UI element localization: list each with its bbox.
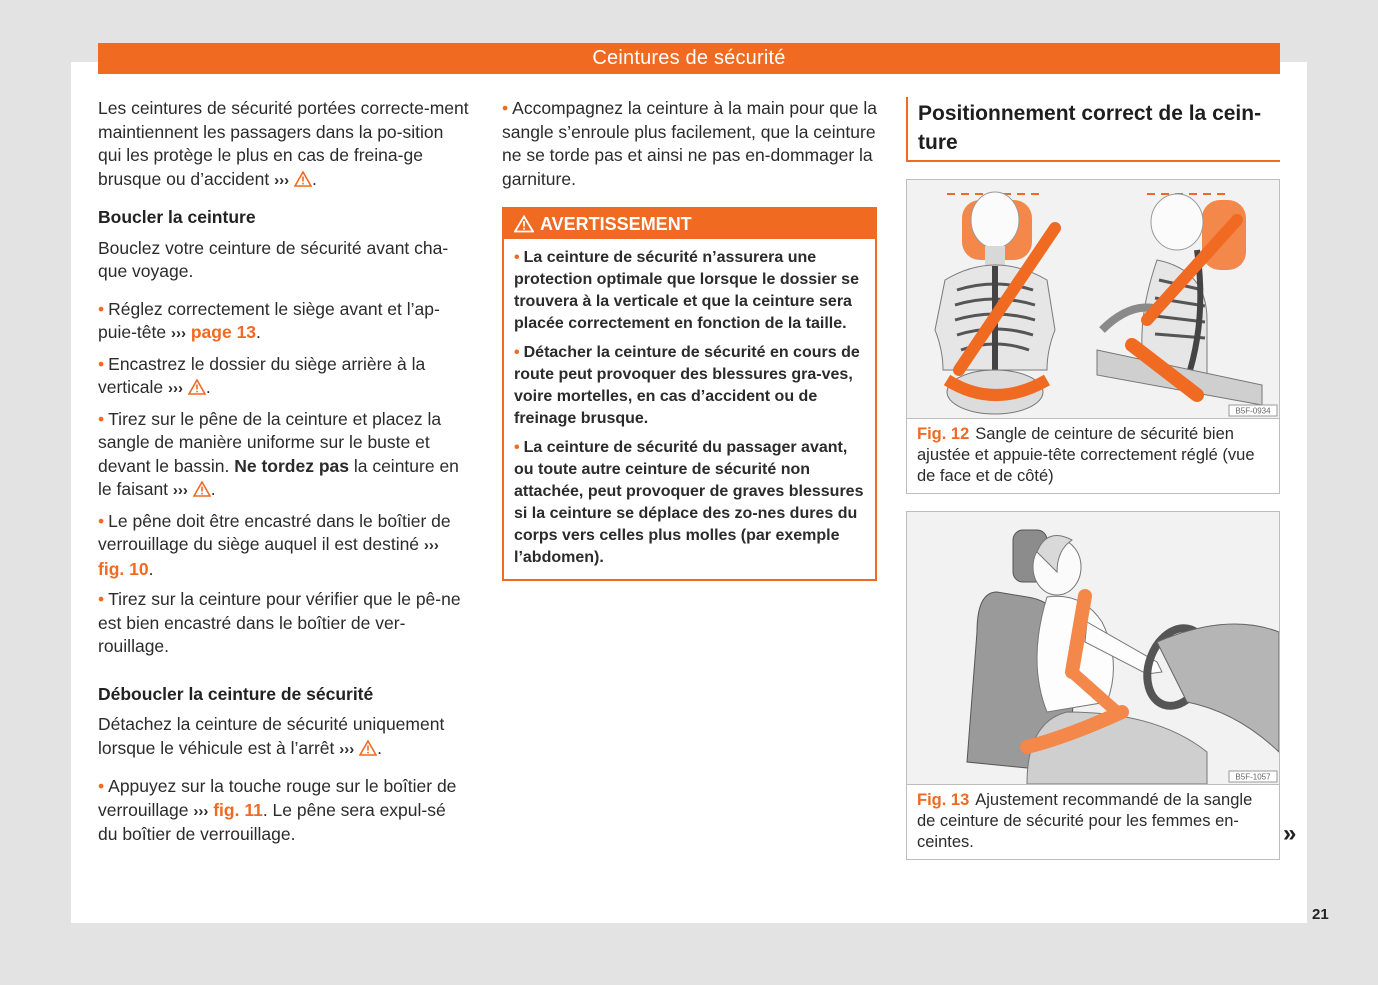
list-item: • Appuyez sur la touche rouge sur le boîtier de verrouillage ››› fig. 11. Le pêne sera expul-sé du boîtier de verrouillage. — [98, 776, 457, 844]
warning-triangle-icon — [193, 481, 211, 497]
figure-caption: Fig. 13 Ajustement recommandé de la sangle de ceinture de sécurité pour les femmes en-ceintes. — [917, 791, 1253, 851]
continue-marker: » — [1283, 820, 1297, 847]
warning-triangle-icon — [359, 740, 377, 756]
warning-item: • Détacher la ceinture de sécurité en cours de route peut provoquer des blessures gra-ves, voire mortelles, en cas d’accident ou de freinage brusque. — [514, 344, 860, 427]
figure-12 — [906, 179, 1280, 494]
list-item: • Le pêne doit être encastré dans le boîtier de verrouillage du siège auquel il est destiné ››› fig. 10. — [98, 510, 451, 579]
warning-item: • La ceinture de sécurité du passager avant, ou toute autre ceinture de sécurité non attachée, peut provoquer de graves blessures si la ceinture se déplace des zo-nes dures du corps vers celles plus molles (par exemple l’abdomen). — [514, 439, 864, 566]
figure-13 — [906, 511, 1280, 860]
warning-triangle-icon — [294, 171, 312, 187]
column-right — [906, 97, 1281, 860]
intro-paragraph: Les ceintures de sécurité portées correcte-ment maintiennent les passagers dans la po-sition qui les protège le plus en cas de freina-ge brusque ou d’accident ››› . — [98, 98, 469, 189]
warning-box — [502, 207, 877, 581]
figure-caption: Fig. 12 Sangle de ceinture de sécurité bien ajustée et appuie-tête correctement réglé (vue de face et de côté) — [917, 425, 1255, 485]
fig-link[interactable]: fig. 10 — [98, 558, 149, 579]
list-item: • Tirez sur le pêne de la ceinture et placez la sangle de manière uniforme sur le buste et devant le bassin. Ne tordez pas la ceinture en le faisant ››› . — [98, 408, 459, 499]
list-item: • Accompagnez la ceinture à la main pour que la sangle s’enroule plus facilement, que la ceinture ne se torde pas et ainsi ne pas en-dommager la garniture. — [502, 98, 877, 189]
boucler-text: Bouclez votre ceinture de sécurité avant cha-que voyage. — [98, 237, 449, 281]
section-header: Ceintures de sécurité — [98, 43, 1280, 74]
page-number: 21 — [1312, 906, 1329, 923]
page-link[interactable]: page 13 — [190, 322, 257, 342]
warning-header: AVERTISSEMENT — [504, 209, 875, 239]
warning-triangle-icon — [188, 379, 206, 395]
list-item: • Réglez correctement le siège avant et l’ap-puie-tête ››› page 13. — [98, 298, 440, 342]
warning-item: • La ceinture de sécurité n’assurera une protection optimale que lorsque le dossier se trouvera à la verticale et que la ceinture sera placée correctement en fonction de la taille. — [514, 249, 859, 332]
pregnant-driver-illustration — [907, 512, 1279, 785]
figure-code: B5F-0934 — [1235, 406, 1271, 416]
fig-link[interactable]: fig. 11 — [213, 799, 263, 820]
column-left — [98, 97, 470, 847]
column-middle — [502, 97, 877, 581]
list-item: • Encastrez le dossier du siège arrière à la verticale ››› . — [98, 353, 426, 397]
warning-triangle-icon — [514, 215, 534, 233]
list-item: • Tirez sur la ceinture pour vérifier que le pê-ne est bien encastré dans le boîtier de ver-rouillage. — [98, 589, 461, 656]
figure-code: B5F-1057 — [1235, 772, 1271, 782]
section-title: Positionnement correct de la cein-ture — [906, 97, 1280, 162]
subheading-deboucler: Déboucler la ceinture de sécurité — [98, 683, 374, 704]
seatbelt-skeleton-illustration — [907, 180, 1279, 419]
warning-body — [504, 239, 875, 579]
subheading-boucler: Boucler la ceinture — [98, 207, 256, 227]
deboucler-text: Détachez la ceinture de sécurité uniquement lorsque le véhicule est à l’arrêt ››› . — [98, 714, 445, 758]
